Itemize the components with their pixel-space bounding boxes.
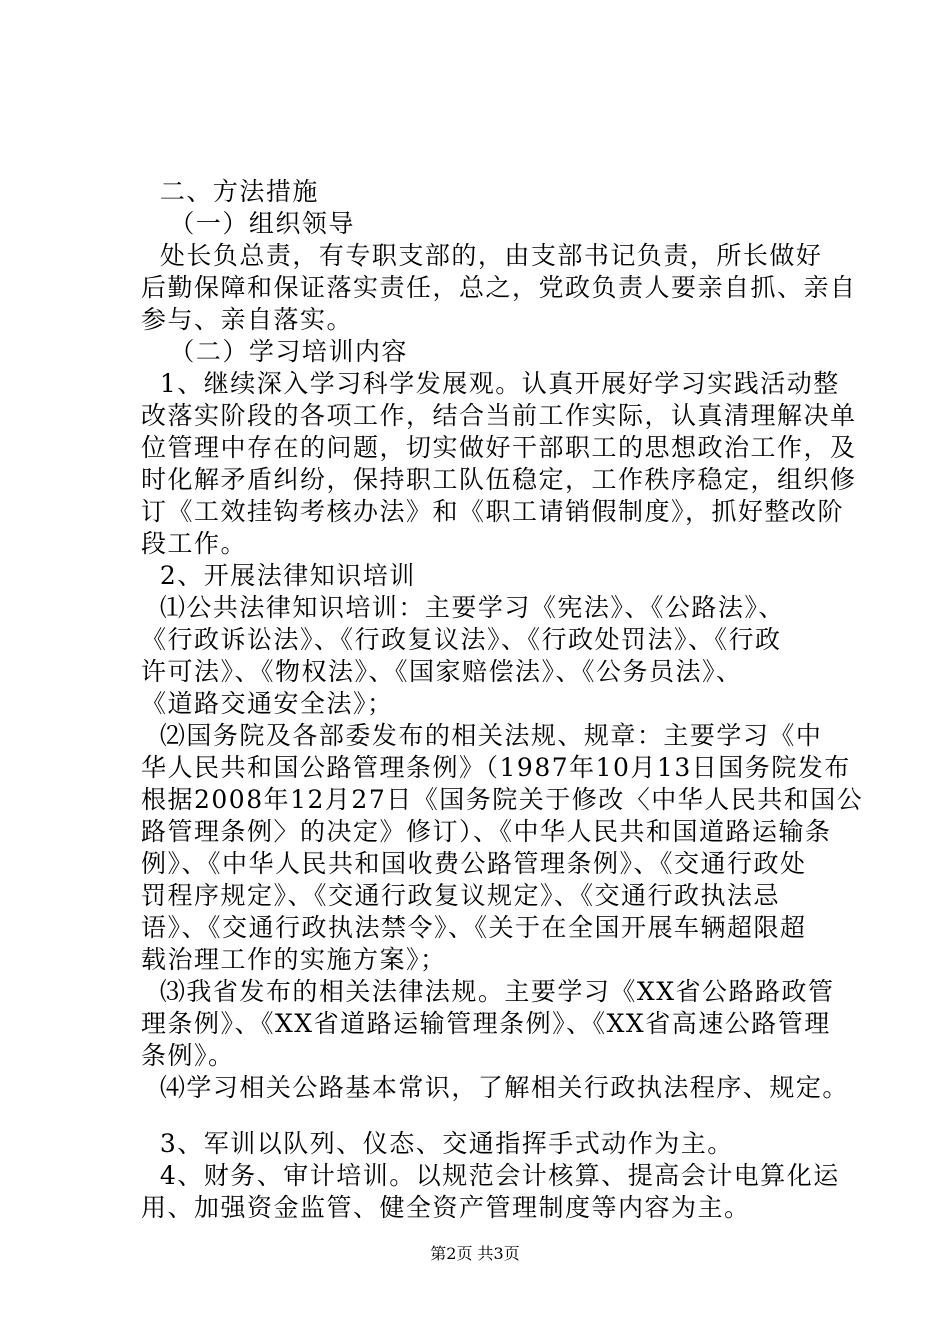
- paragraph-line: ⑴公共法律知识培训：主要学习《宪法》、《公路法》、: [141, 593, 785, 622]
- paragraph-line: 3、军训以队列、仪态、交通指挥手式动作为主。: [141, 1129, 734, 1158]
- paragraph-line: ⑷学习相关公路基本常识，了解相关行政执法程序、规定。: [141, 1073, 849, 1102]
- paragraph-line: 《行政诉讼法》、《行政复议法》、《行政处罚法》、《行政: [141, 625, 782, 654]
- paragraph-line: 1、继续深入学习科学发展观。认真开展好学习实践活动整: [141, 369, 840, 398]
- document-body: [141, 176, 864, 1224]
- subheading-training-content: （二）学习培训内容: [141, 337, 408, 366]
- paragraph-line: 载治理工作的实施方案》；: [141, 945, 447, 974]
- paragraph-line: 处长负总责，有专职支部的，由支部书记负责，所长做好: [141, 241, 823, 270]
- paragraph-line: 段工作。: [141, 529, 248, 558]
- paragraph-line: 罚程序规定》、《交通行政复议规定》、《交通行政执法忌: [141, 881, 781, 910]
- paragraph-line: 语》、《交通行政执法禁令》、《关于在全国开展车辆超限超: [141, 913, 807, 942]
- paragraph-line: 《道路交通安全法》；: [141, 689, 394, 718]
- paragraph-line: 华人民共和国公路管理条例》（1987年10月13日国务院发布: [141, 753, 851, 782]
- paragraph-line: 后勤保障和保证落实责任，总之，党政负责人要亲自抓、亲自: [141, 273, 857, 302]
- paragraph-line: 2、开展法律知识培训: [141, 561, 416, 590]
- paragraph-line: 理条例》、《XX省道路运输管理条例》、《XX省高速公路管理: [141, 1009, 831, 1038]
- paragraph-line: 4、财务、审计培训。以规范会计核算、提高会计电算化运: [141, 1161, 840, 1190]
- paragraph-line: 时化解矛盾纠纷，保持职工队伍稳定，工作秩序稳定，组织修: [141, 465, 857, 494]
- paragraph-line: 路管理条例〉的决定》修订）、《中华人民共和国道路运输条: [141, 817, 832, 846]
- paragraph-line: 许可法》、《物权法》、《国家赔偿法》、《公务员法》、: [141, 657, 743, 686]
- paragraph-line: 位管理中存在的问题，切实做好干部职工的思想政治工作，及: [141, 433, 857, 462]
- paragraph-line: 用、加强资金监管、健全资产管理制度等内容为主。: [141, 1193, 751, 1222]
- paragraph-gap: [141, 1104, 851, 1128]
- paragraph-line: 参与、亲自落实。: [141, 305, 354, 334]
- paragraph-line: 订《工效挂钩考核办法》和《职工请销假制度》，抓好整改阶: [141, 497, 845, 526]
- heading-methods: 二、方法措施: [141, 177, 319, 206]
- paragraph-line: 根据2008年12月27日《国务院关于修改〈中华人民共和国公: [141, 785, 864, 814]
- paragraph-line: 例》、《中华人民共和国收费公路管理条例》、《交通行政处: [141, 849, 807, 878]
- paragraph-line: ⑶我省发布的相关法律法规。主要学习《XX省公路路政管: [141, 977, 835, 1006]
- page-footer: 第2页 共3页: [430, 1244, 520, 1263]
- subheading-organization: （一）组织领导: [141, 209, 355, 238]
- paragraph-line: 改落实阶段的各项工作，结合当前工作实际，认真清理解决单: [141, 401, 857, 430]
- paragraph-line: 条例》。: [141, 1041, 235, 1070]
- paragraph-line: ⑵国务院及各部委发布的相关法规、规章：主要学习《中: [141, 721, 823, 750]
